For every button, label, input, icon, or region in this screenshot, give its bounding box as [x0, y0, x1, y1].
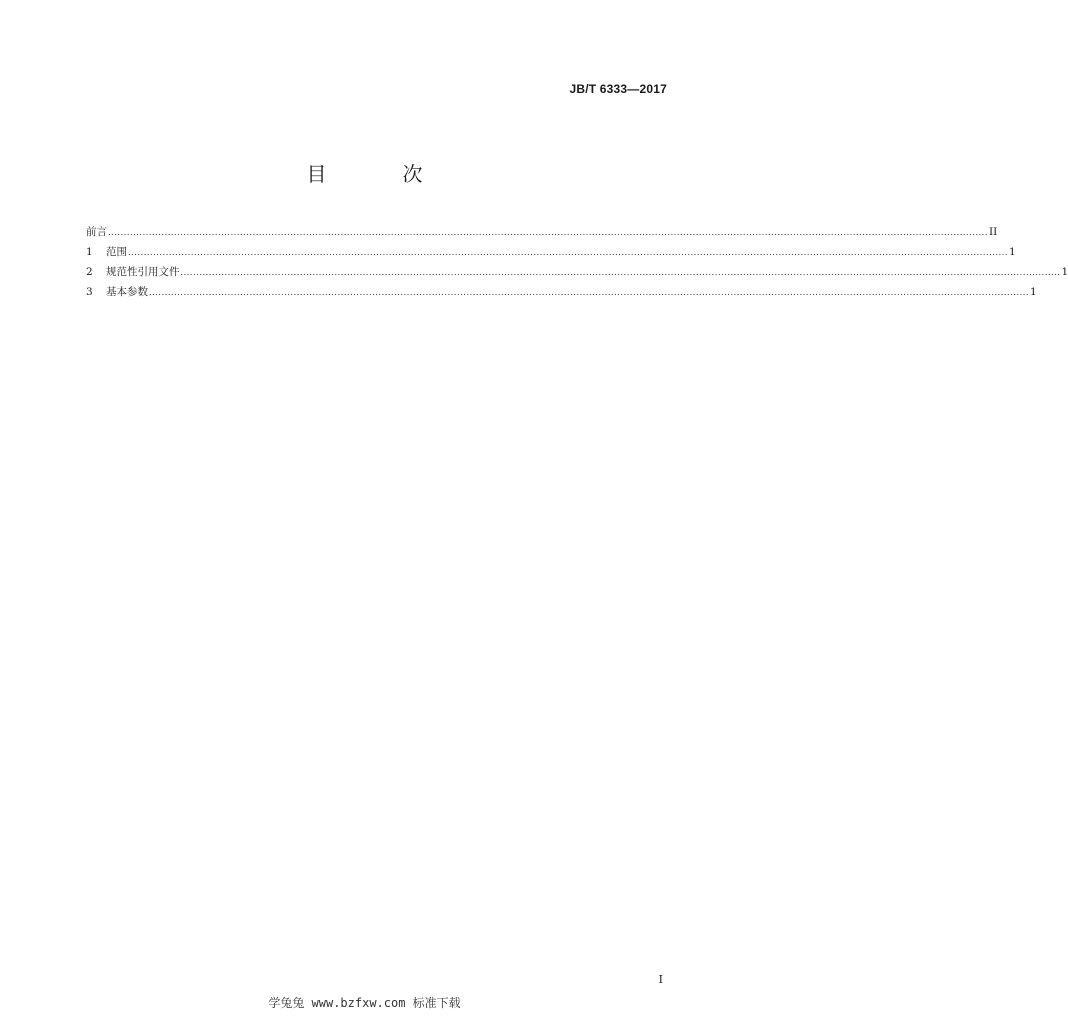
toc-leader-dots: ........................................................................................................................................................................................................................................................................................	[108, 228, 989, 237]
toc-leader-dots: ........................................................................................................................................................................................................................................................................................	[128, 248, 1009, 257]
footer-watermark: 学兔兔 www.bzfxw.com 标准下载	[268, 996, 461, 1010]
toc-leader-dots: ........................................................................................................................................................................................................................................................................................	[180, 268, 1061, 277]
toc-entry-number: 2	[86, 266, 93, 278]
standard-code: JB/T 6333—2017	[569, 82, 667, 96]
toc-entry-number: 3	[86, 286, 93, 298]
toc-entry-label: 前言	[86, 226, 107, 238]
page-number: I	[658, 973, 663, 986]
toc-entry-page: 1	[1009, 246, 1016, 258]
toc-entry-page: II	[989, 226, 998, 238]
toc-entry-label: 基本参数	[106, 286, 148, 298]
toc-entry-page: 1	[1061, 266, 1068, 278]
toc-entry-label: 规范性引用文件	[106, 266, 180, 278]
toc-entry-page: 1	[1030, 286, 1037, 298]
toc-entry-foreword[interactable]	[86, 222, 998, 242]
toc-leader-dots: ........................................................................................................................................................................................................................................................................................	[149, 288, 1030, 297]
table-of-contents	[86, 222, 1068, 302]
toc-entry-basic-parameters[interactable]	[86, 282, 1037, 302]
toc-entry-label: 范围	[106, 246, 127, 258]
page-title: 目 次	[306, 162, 451, 186]
toc-entry-normative-references[interactable]	[86, 262, 1068, 282]
toc-entry-number: 1	[86, 246, 93, 258]
toc-entry-scope[interactable]	[86, 242, 1016, 262]
